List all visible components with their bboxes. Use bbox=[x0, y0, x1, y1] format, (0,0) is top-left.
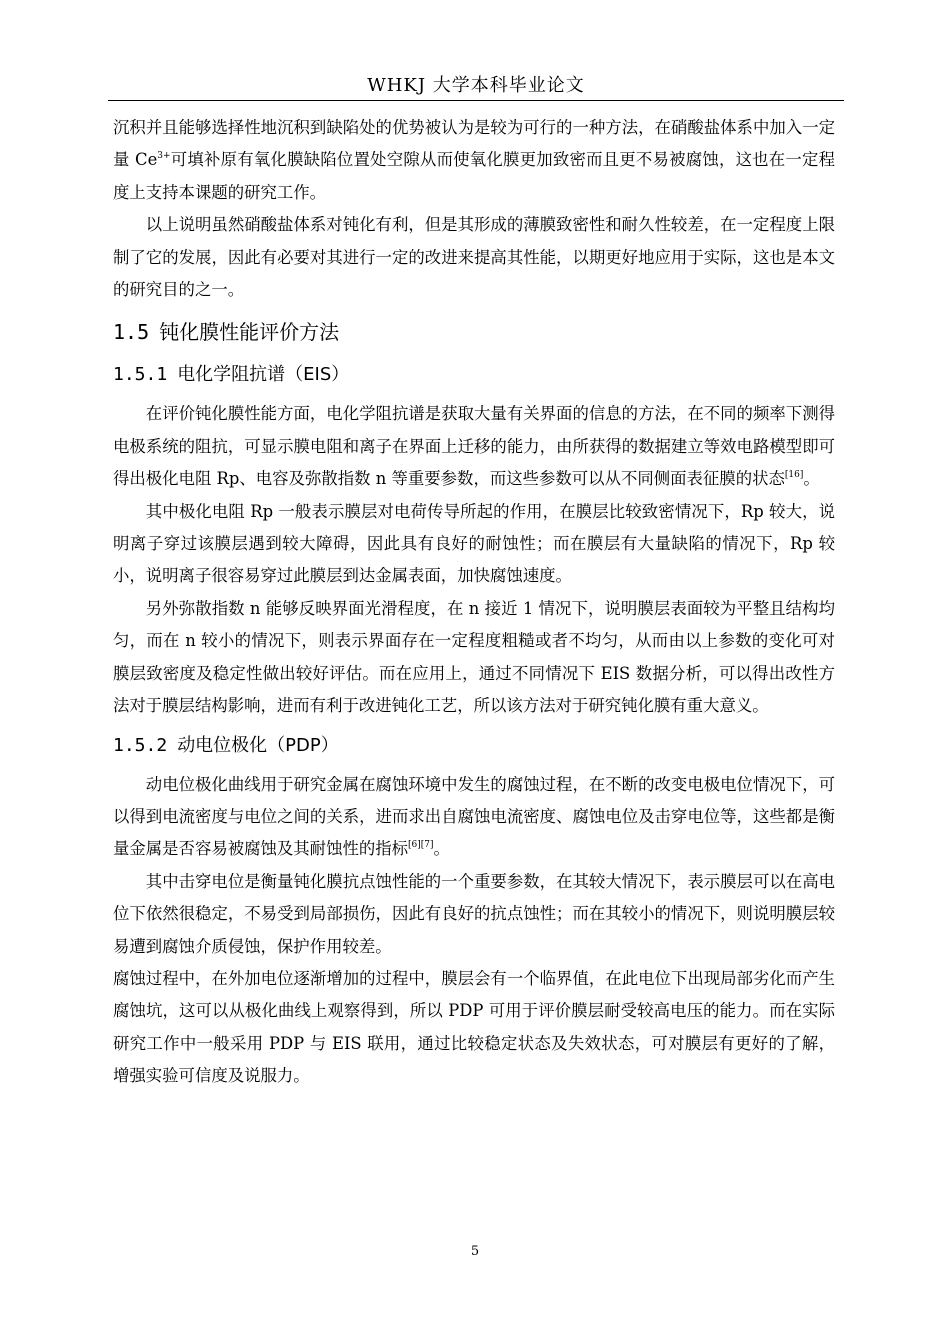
superscript-ce: 3+ bbox=[157, 151, 171, 162]
section-heading-1-5: 1.5 钝化膜性能评价方法 bbox=[113, 320, 340, 345]
running-header: WHKJ 大学本科毕业论文 bbox=[367, 75, 585, 96]
citation-6-7: [6][7] bbox=[408, 840, 434, 851]
paragraph-3: 在评价钝化膜性能方面，电化学阻抗谱是获取大量有关界面的信息的方法，在不同的频率下测得电极系统的阻抗，可显示膜电阻和离子在界面上迁移的能力，由所获得的数据建立等效电路模型即可得出极化电阻 Rp、电容及弥散指数 n 等重要参数，而这些参数可以从不同侧面表征膜的状态[16]。 bbox=[113, 404, 835, 489]
body-text bbox=[113, 112, 835, 1093]
paragraph-2: 以上说明虽然硝酸盐体系对钝化有利，但是其形成的薄膜致密性和耐久性较差，在一定程度上限制了它的发展，因此有必要对其进行一定的改进来提高其性能，以期更好地应用于实际，这也是本文的研究目的之一。 bbox=[113, 215, 835, 300]
page-number: 5 bbox=[470, 1244, 480, 1259]
header-rule bbox=[108, 100, 844, 101]
citation-16: [16] bbox=[784, 470, 804, 481]
paragraph-4: 其中极化电阻 Rp 一般表示膜层对电荷传导所起的作用，在膜层比较致密情况下，Rp 较大，说明离子穿过该膜层遇到较大障碍，因此具有良好的耐蚀性；而在膜层有大量缺陷的情况下，Rp 较小，说明离子很容易穿过此膜层到达金属表面，加快腐蚀速度。 bbox=[113, 501, 835, 586]
paragraph-1: 沉积并且能够选择性地沉积到缺陷处的优势被认为是较为可行的一种方法，在硝酸盐体系中加入一定量 $Ce^{3+}$可填补原有氧化膜缺陷位置处空隙从而使氧化膜更加致密而且更不易被腐蚀，这也在一定程度上支持本课题的研究工作。 bbox=[113, 118, 836, 202]
subsection-heading-1-5-1: 1.5.1 电化学阻抗谱（EIS） bbox=[113, 364, 350, 386]
paragraph-8: 腐蚀过程中，在外加电位逐渐增加的过程中，膜层会有一个临界值，在此电位下出现局部劣化而产生腐蚀坑，这可以从极化曲线上观察得到，所以 PDP 可用于评价膜层耐受较高电压的能力。而在实际研究工作中一般采用 PDP 与 EIS 联用，通过比较稳定状态及失效状态，可对膜层有更好的了解，增强实验可信度及说服力。 bbox=[113, 968, 835, 1086]
paragraph-5: 另外弥散指数 n 能够反映界面光滑程度，在 n 接近 1 情况下，说明膜层表面较为平整且结构均匀，而在 n 较小的情况下，则表示界面存在一定程度粗糙或者不均匀，从而由以上参数的变化可对膜层致密度及稳定性做出较好评估。而在应用上，通过不同情况下 EIS 数据分析，可以得出改性方法对于膜层结构影响，进而有利于改进钝化工艺，所以该方法对于研究钝化膜有重大意义。 bbox=[113, 598, 835, 716]
paragraph-7: 其中击穿电位是衡量钝化膜抗点蚀性能的一个重要参数，在其较大情况下，表示膜层可以在高电位下依然很稳定，不易受到局部损伤，因此有良好的抗点蚀性；而在其较小的情况下，则说明膜层较易遭到腐蚀介质侵蚀，保护作用较差。 bbox=[113, 871, 835, 956]
paragraph-6: 动电位极化曲线用于研究金属在腐蚀环境中发生的腐蚀过程，在不断的改变电极电位情况下，可以得到电流密度与电位之间的关系，进而求出自腐蚀电流密度、腐蚀电位及击穿电位等，这些都是衡量金属是否容易被腐蚀及其耐蚀性的指标[6][7]。 bbox=[113, 774, 835, 859]
subsection-heading-1-5-2: 1.5.2 动电位极化（PDP） bbox=[113, 734, 339, 756]
